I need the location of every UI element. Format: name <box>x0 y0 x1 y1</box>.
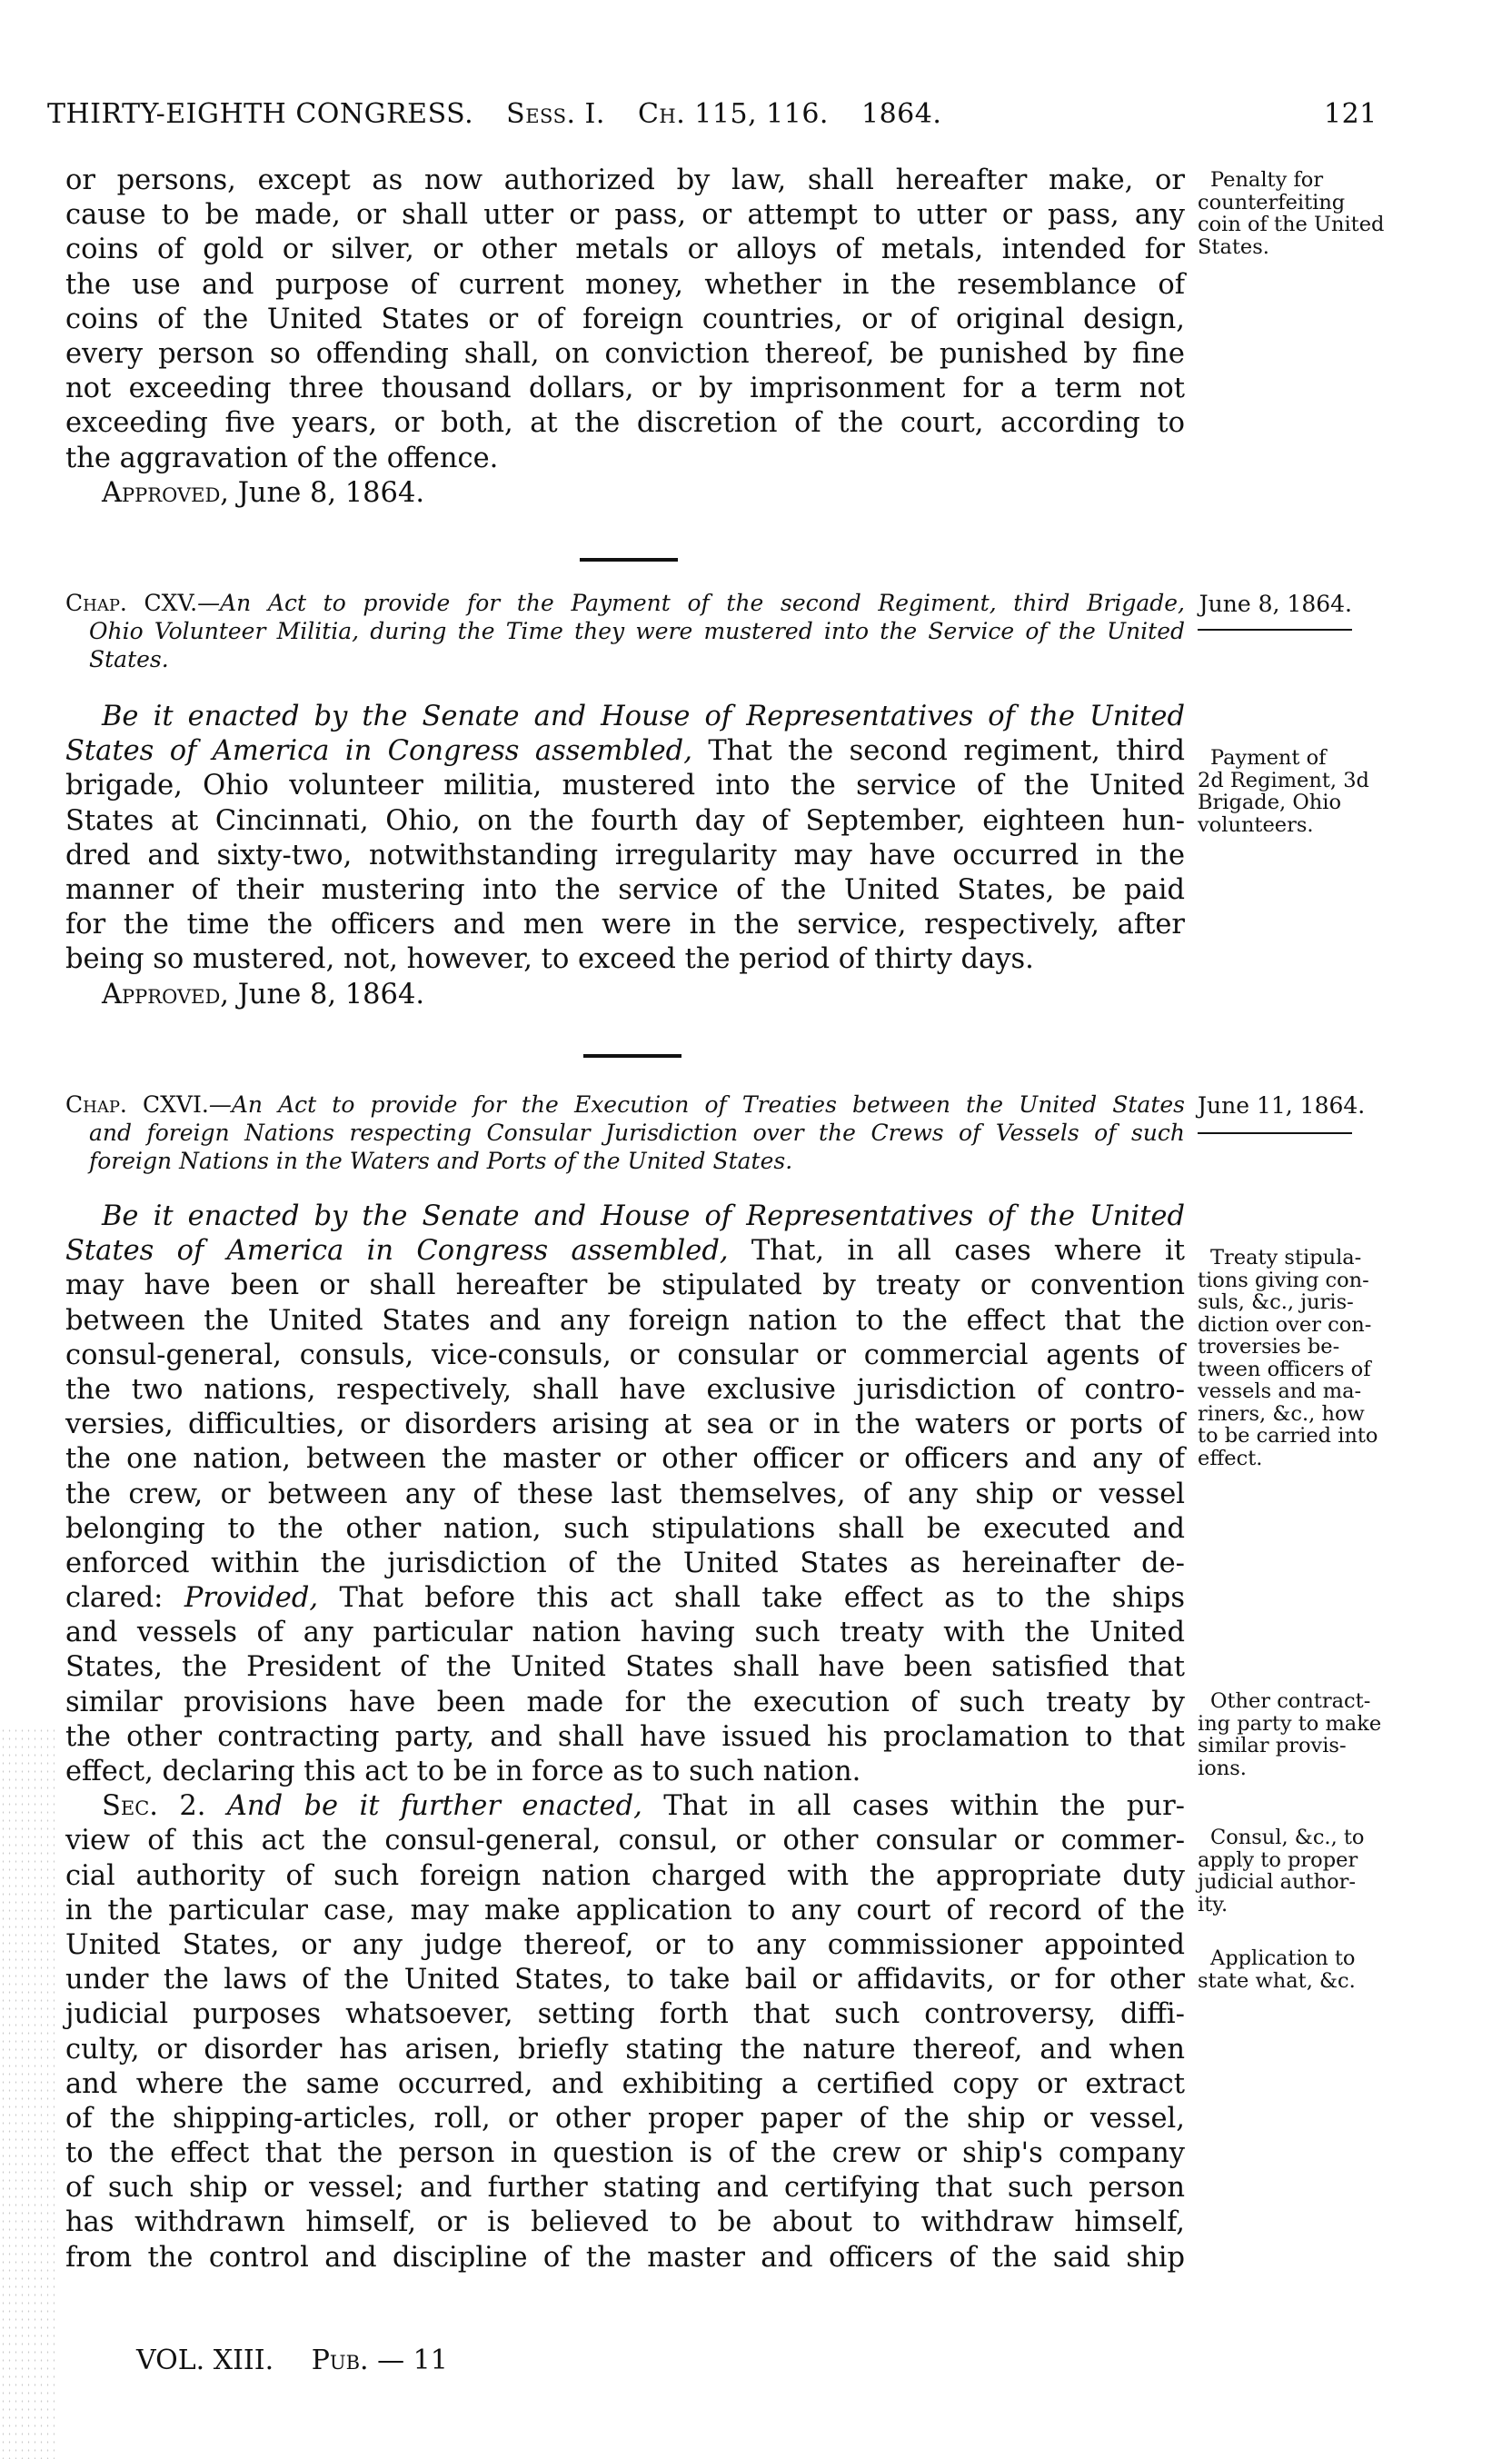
volume-label: VOL. XIII. <box>136 2345 274 2376</box>
text-line: United States, or any judge thereof, or to any commissioner appointed <box>65 1928 1185 1961</box>
continuation-section <box>65 164 1185 511</box>
text-line: the other contracting party, and shall have issued his proclamation to that <box>65 1720 1185 1753</box>
text-line: in the particular case, may make application to any court of record of the <box>65 1894 1185 1926</box>
text-line: States at Cincinnati, Ohio, on the fourth day of September, eighteen hun- <box>65 804 1185 837</box>
text-line: effect, declaring this act to be in force as to such nation. <box>65 1756 861 1787</box>
margin-note-consul-apply: Consul, &c., to apply to proper judicial author- ity. <box>1198 1826 1365 1916</box>
text-line: or persons, except as now authorized by law, shall hereafter make, or <box>65 164 1185 196</box>
text-line: similar provisions have been made for the execution of such treaty by <box>65 1686 1185 1718</box>
text-line: and vessels of any particular nation having such treaty with the United <box>65 1617 1185 1649</box>
chapter-label: Chap. CXVI. <box>65 1091 209 1118</box>
margin-note-application: Application to state what, &c. <box>1198 1946 1356 1993</box>
enacting-clause: Be it enacted by the Senate and House of Representatives of the United <box>102 701 1185 732</box>
text-line: cial authority of such foreign nation charged with the appropriate duty <box>65 1859 1185 1892</box>
text-line: the aggravation of the offence. <box>65 442 499 474</box>
signature-mark: Pub. — 11 <box>311 2345 448 2376</box>
text-line: the one nation, between the master or other officer or officers and any of <box>65 1443 1185 1476</box>
text-line: the two nations, respectively, shall have exclusive jurisdiction of contro- <box>65 1373 1185 1406</box>
chapter-label: Chap. CXV. <box>65 590 198 616</box>
enacting-clause: States of America in Congress assembled, <box>65 735 692 768</box>
approved-label: Approved, <box>102 978 229 1010</box>
section-enacting: And be it further enacted, <box>226 1790 642 1823</box>
margin-note-payment: Payment of 2d Regiment, 3d Brigade, Ohio volunteers. <box>1198 746 1369 837</box>
date-underline <box>1198 1132 1352 1134</box>
text-line: dred and sixty-two, notwithstanding irregularity may have occurred in the <box>65 839 1185 871</box>
scan-edge-speckle <box>0 1727 55 2459</box>
text-line: States of America in Congress assembled, That the second regiment, third <box>65 735 1185 768</box>
text-line: view of this act the consul-general, consul, or other consular or commer- <box>65 1825 1185 1857</box>
chapter-title: and foreign Nations respecting Consular Jurisdiction over the Crews of Vessels of such <box>89 1120 1185 1146</box>
text-line: cause to be made, or shall utter or pass, or attempt to utter or pass, any <box>65 199 1185 232</box>
approved-date: June 8, 1864. <box>237 978 425 1010</box>
text-line: and where the same occurred, and exhibiting a certified copy or extract <box>65 2067 1185 2100</box>
margin-note-other-party: Other contract- ing party to make similar provis- ions. <box>1198 1689 1382 1780</box>
text-line: belonging to the other nation, such stipulations shall be executed and <box>65 1512 1185 1545</box>
text-line: under the laws of the United States, to take bail or affidavits, or for other <box>65 1964 1185 1996</box>
section-2-first-line: Sec. 2. And be it further enacted, That in all cases within the pur- <box>102 1790 1185 1823</box>
chapter-title: States. <box>89 646 169 672</box>
chapter-title: foreign Nations in the Waters and Ports of the United States. <box>89 1148 793 1174</box>
chapter-115-heading <box>65 589 1185 673</box>
text-line: enforced within the jurisdiction of the United States as hereinafter de- <box>65 1547 1185 1579</box>
text-line: not exceeding three thousand dollars, or by imprisonment for a term not <box>65 373 1185 405</box>
text-line: for the time the officers and men were in the service, respectively, after <box>65 909 1185 941</box>
date-underline <box>1198 629 1352 631</box>
enacting-clause: Be it enacted by the Senate and House of Representatives of the United <box>102 1200 1185 1232</box>
text-line: versies, difficulties, or disorders arising at sea or in the waters or ports of <box>65 1409 1185 1441</box>
congress-title: THIRTY-EIGHTH CONGRESS. <box>47 98 474 130</box>
text-line: has withdrawn himself, or is believed to be about to withdraw himself, <box>65 2206 1185 2239</box>
text-line: to the effect that the person in question is of the crew or ship's company <box>65 2137 1185 2170</box>
approved-date: June 8, 1864. <box>237 476 425 509</box>
chapter-116-body <box>65 1200 1185 2275</box>
page-footer <box>136 2345 477 2376</box>
margin-note-penalty: Penalty for counterfeiting coin of the United States. <box>1198 168 1385 259</box>
proviso-line: clared: Provided, That before this act shall take effect as to the ships <box>65 1582 1185 1615</box>
enacting-clause: States of America in Congress assembled, <box>65 1235 729 1268</box>
chapter-115-date: June 8, 1864. <box>1199 591 1352 617</box>
running-head <box>47 98 1392 130</box>
chapter-title: Ohio Volunteer Militia, during the Time they were mustered into the Service of the United <box>89 618 1185 644</box>
text-line: every person so offending shall, on conviction thereof, be punished by fine <box>65 337 1185 370</box>
text-line: consul-general, consuls, vice-consuls, or consular or commercial agents of <box>65 1339 1185 1371</box>
text-line: brigade, Ohio volunteer militia, mustered into the service of the United <box>65 770 1185 802</box>
text-line: the crew, or between any of these last themselves, of any ship or vessel <box>65 1478 1185 1510</box>
margin-note-treaty: Treaty stipula- tions giving con- suls, &c., juris- diction over con- troversies be- tween officers of vessels and ma- riners, &c., how to be carried into effect. <box>1198 1246 1378 1470</box>
text-line: may have been or shall hereafter be stipulated by treaty or convention <box>65 1269 1185 1302</box>
text-line: manner of their mustering into the service of the United States, be paid <box>65 873 1185 906</box>
text-line: the use and purpose of current money, whether in the resemblance of <box>65 268 1185 301</box>
page-number: 121 <box>1324 98 1378 130</box>
section-divider <box>583 1054 681 1058</box>
text-line: judicial purposes whatsoever, setting forth that such controversy, diffi- <box>65 1998 1185 2031</box>
text-line: from the control and discipline of the master and officers of the said ship <box>65 2241 1185 2274</box>
text-line: culty, or disorder has arisen, briefly stating the nature thereof, and when <box>65 2033 1185 2066</box>
text-line: coins of the United States or of foreign countries, or of original design, <box>65 303 1185 335</box>
chapter-title: —An Act to provide for the Payment of the second Regiment, third Brigade, <box>197 590 1185 616</box>
year-label: 1864. <box>861 98 942 130</box>
chapter-116-heading <box>65 1090 1185 1175</box>
approved-label: Approved, <box>102 476 229 509</box>
text-line: exceeding five years, or both, at the discretion of the court, according to <box>65 407 1185 440</box>
text-line: of the shipping-articles, roll, or other proper paper of the ship or vessel, <box>65 2102 1185 2135</box>
approved-line <box>65 476 1185 511</box>
section-label: Sec. 2. <box>102 1790 206 1823</box>
approved-line <box>65 978 1185 1012</box>
chapter-116-date: June 11, 1864. <box>1198 1092 1366 1119</box>
text-line: of such ship or vessel; and further stating and certifying that such person <box>65 2172 1185 2205</box>
text-line: coins of gold or silver, or other metals or alloys of metals, intended for <box>65 234 1185 266</box>
proviso-label: Provided, <box>184 1582 319 1615</box>
chapter-title: —An Act to provide for the Execution of Treaties between the United States <box>208 1091 1185 1118</box>
chapters-label: Ch. 115, 116. <box>637 98 829 130</box>
section-divider <box>580 558 678 562</box>
text-line: being so mustered, not, however, to exceed the period of thirty days. <box>65 943 1034 976</box>
chapter-115-body <box>65 700 1185 1012</box>
text-line: States, the President of the United States shall have been satisfied that <box>65 1651 1185 1684</box>
session-label: Sess. I. <box>506 98 605 130</box>
text-line: States of America in Congress assembled, That, in all cases where it <box>65 1235 1185 1268</box>
text-line: between the United States and any foreign nation to the effect that the <box>65 1304 1185 1337</box>
